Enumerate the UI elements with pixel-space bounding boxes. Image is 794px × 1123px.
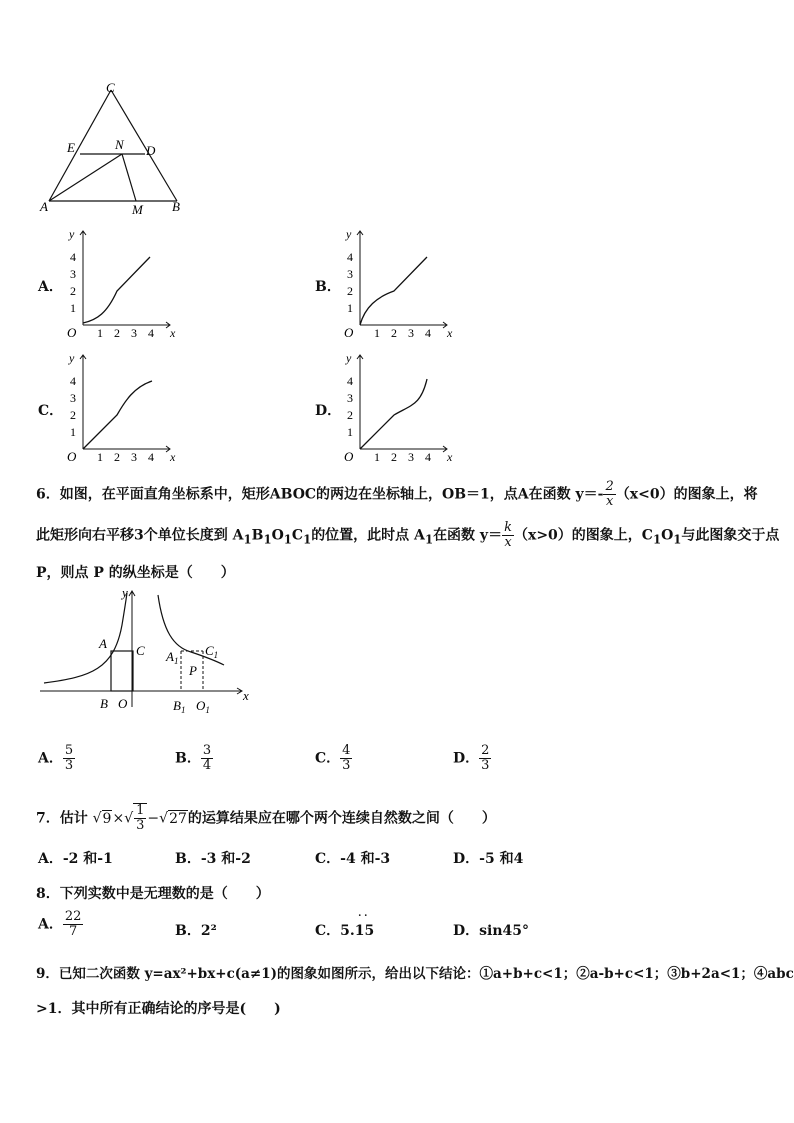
x-tick: 4 xyxy=(148,450,154,464)
fraction xyxy=(63,910,84,939)
y-tick: 4 xyxy=(347,250,353,264)
o1-letter: O xyxy=(196,698,206,713)
fraction-den: 3 xyxy=(342,758,351,773)
q6-option-a[interactable] xyxy=(38,744,75,773)
label-a: A xyxy=(40,199,48,214)
y-tick: 4 xyxy=(70,374,76,388)
fraction-num: k xyxy=(504,520,512,535)
q6-text: B xyxy=(251,527,264,544)
q8-stem: 8．下列实数中是无理数的是（ ） xyxy=(36,886,270,902)
q6-text: 此矩形向右平移3个单位长度到 A xyxy=(36,527,244,544)
x-tick: 4 xyxy=(425,450,431,464)
fraction xyxy=(603,480,615,509)
q9-text: a-b+c<1； xyxy=(589,966,668,982)
q6-text: 与此图象交于点 xyxy=(681,527,780,544)
times-sign: × xyxy=(112,810,125,827)
point-a1-label xyxy=(165,649,178,666)
fraction-den: 3 xyxy=(64,758,74,773)
b1-letter: B xyxy=(173,698,181,713)
a1-letter: A xyxy=(166,649,174,664)
q7-stem xyxy=(36,803,496,833)
x-tick: 4 xyxy=(148,326,154,340)
fraction-den: x xyxy=(605,494,614,509)
option-label: A． xyxy=(38,916,63,933)
x-tick: 2 xyxy=(114,450,120,464)
q8-option-a[interactable] xyxy=(38,910,83,939)
y-axis-label: y xyxy=(346,227,352,241)
y-tick: 1 xyxy=(347,301,353,315)
subscript: 1 xyxy=(303,532,312,547)
a1-sub: 1 xyxy=(173,656,179,666)
y-axis-label: y xyxy=(69,227,75,241)
subscript: 1 xyxy=(652,532,662,547)
origin-label: O xyxy=(67,325,77,340)
graph-option-d xyxy=(339,349,459,464)
sqrt-sign: √ xyxy=(159,810,169,827)
x-tick: 4 xyxy=(425,326,431,340)
fraction-num: 5 xyxy=(64,743,74,758)
q7-option-b[interactable]: B．-3 和-2 xyxy=(175,851,251,867)
fraction xyxy=(502,521,514,550)
y-tick: 2 xyxy=(70,408,76,422)
q6-hyperbola-figure xyxy=(36,585,261,715)
q7-text: 的运算结果应在哪个两个连续自然数之间（ ） xyxy=(187,810,496,827)
fraction-den: 4 xyxy=(202,758,212,773)
x-tick: 1 xyxy=(374,450,380,464)
q6-text: （x<0）的图象上，将 xyxy=(615,486,758,503)
q6-text: （x>0）的图象上，C xyxy=(513,527,653,544)
q7-option-a[interactable]: A．-2 和-1 xyxy=(38,851,113,867)
label-c: C xyxy=(106,80,115,95)
q9-text: 9．已知二次函数 y=ax²+bx+c(a≠1)的图象如图所示，给出以下结论： xyxy=(36,966,480,982)
x-tick: 3 xyxy=(131,450,137,464)
q6-line-2 xyxy=(36,521,779,550)
point-o1-label xyxy=(196,698,210,715)
q8-option-b[interactable]: B．2² xyxy=(175,923,217,939)
label-b: B xyxy=(172,199,180,214)
x-axis-label: x xyxy=(170,450,176,464)
graph-option-a xyxy=(62,225,182,340)
q6-text: 在函数 y＝ xyxy=(433,527,503,544)
option-label: D． xyxy=(453,750,480,767)
circled-4: ④ xyxy=(753,966,768,982)
fraction-num: 3 xyxy=(202,743,212,758)
q8-option-c[interactable] xyxy=(315,913,375,940)
q7-option-c[interactable]: C．-4 和-3 xyxy=(315,851,391,867)
q6-text: O xyxy=(661,527,674,544)
point-c1-label xyxy=(205,643,218,660)
point-b-label: B xyxy=(100,696,108,711)
y-tick: 2 xyxy=(70,284,76,298)
y-tick: 3 xyxy=(70,391,76,405)
x-axis-label: x xyxy=(447,326,453,340)
subscript: 1 xyxy=(673,532,682,547)
x-tick: 2 xyxy=(391,450,397,464)
q6-line-3: P，则点 P 的纵坐标是（ ） xyxy=(36,565,235,581)
q9-line-2: >1．其中所有正确结论的序号是( ) xyxy=(36,1001,281,1017)
q9-text: b+2a<1； xyxy=(680,966,754,982)
repeating-digits: 15 xyxy=(354,923,375,939)
point-b1-label xyxy=(173,698,185,715)
label-e: E xyxy=(67,140,75,155)
x-tick: 2 xyxy=(114,326,120,340)
sqrt-sign: √ xyxy=(92,810,102,827)
fraction-den: 7 xyxy=(69,924,78,939)
origin-label: O xyxy=(344,449,354,464)
q6-line-1 xyxy=(36,480,758,509)
fraction-den: 3 xyxy=(481,758,490,773)
circled-2: ② xyxy=(576,966,590,982)
fraction xyxy=(201,744,213,773)
x-tick: 3 xyxy=(408,450,414,464)
origin-label: O xyxy=(67,449,77,464)
q6-text: 的位置，此时点 A xyxy=(311,527,425,544)
point-a-label: A xyxy=(99,636,107,651)
label-n: N xyxy=(115,137,124,152)
fraction xyxy=(340,744,352,773)
point-o-label: O xyxy=(118,696,128,711)
triangle-figure xyxy=(35,78,195,218)
point-c-label: C xyxy=(136,643,145,658)
label-d: D xyxy=(146,143,156,158)
fraction-num: 2 xyxy=(605,479,614,494)
option-label: A． xyxy=(38,750,63,767)
graph-option-c xyxy=(62,349,182,464)
q6-text: O xyxy=(271,527,284,544)
minus-sign: − xyxy=(147,810,160,827)
y-tick: 3 xyxy=(70,267,76,281)
subscript: 1 xyxy=(263,532,272,547)
y-tick: 3 xyxy=(347,267,353,281)
q5-option-d-label: D． xyxy=(315,403,342,419)
x-axis-label: x xyxy=(447,450,453,464)
fraction-num: 4 xyxy=(342,743,351,758)
fraction xyxy=(479,744,491,773)
x-tick: 3 xyxy=(408,326,414,340)
radicand: 27 xyxy=(169,810,187,827)
fraction xyxy=(63,744,75,773)
q5-option-c-label: C． xyxy=(38,403,64,419)
circled-3: ③ xyxy=(667,966,681,982)
y-tick: 2 xyxy=(347,284,353,298)
y-tick: 1 xyxy=(70,301,76,315)
x-axis-label: x xyxy=(170,326,176,340)
x-tick: 1 xyxy=(97,450,103,464)
origin-label: O xyxy=(344,325,354,340)
fraction-num: 22 xyxy=(64,909,82,924)
x-tick: 2 xyxy=(391,326,397,340)
label-m: M xyxy=(132,202,143,217)
y-tick: 3 xyxy=(347,391,353,405)
q6-option-c[interactable] xyxy=(315,744,352,773)
q7-option-d[interactable]: D．-5 和4 xyxy=(453,851,524,867)
circled-1: ① xyxy=(479,966,494,982)
o1-sub: 1 xyxy=(205,705,210,715)
c1-sub: 1 xyxy=(213,650,219,660)
fraction-num: 2 xyxy=(481,743,490,758)
option-label: B． xyxy=(175,750,201,767)
subscript: 1 xyxy=(243,532,252,547)
q6-text: C xyxy=(291,527,304,544)
option-label: C． xyxy=(315,750,341,767)
q9-text: abc xyxy=(767,966,794,982)
c1-letter: C xyxy=(205,643,214,658)
axis-y-label: y xyxy=(122,585,128,600)
x-tick: 1 xyxy=(374,326,380,340)
q9-text: a+b+c<1； xyxy=(493,966,577,982)
fraction-den: 3 xyxy=(136,818,145,833)
y-axis-label: y xyxy=(69,351,75,365)
q6-option-d[interactable] xyxy=(453,744,491,773)
x-tick: 3 xyxy=(131,326,137,340)
point-p-label: P xyxy=(189,663,197,678)
q7-text: 7．估计 xyxy=(36,810,88,827)
x-tick: 1 xyxy=(97,326,103,340)
y-tick: 4 xyxy=(70,250,76,264)
q9-line-1 xyxy=(36,962,794,982)
option-label: C．5. xyxy=(315,923,355,939)
q8-option-d[interactable]: D．sin45° xyxy=(453,923,530,939)
y-tick: 4 xyxy=(347,374,353,388)
y-axis-label: y xyxy=(346,351,352,365)
y-tick: 2 xyxy=(347,408,353,422)
b1-sub: 1 xyxy=(180,705,186,715)
radicand-fraction xyxy=(133,803,147,833)
fraction-den: x xyxy=(504,535,512,550)
q5-option-a-label: A． xyxy=(38,279,63,295)
radicand: 9 xyxy=(102,810,112,827)
fraction-num: 1 xyxy=(136,803,145,818)
subscript: 1 xyxy=(283,532,292,547)
sqrt-sign: √ xyxy=(124,810,134,827)
subscript: 1 xyxy=(424,532,434,547)
y-tick: 1 xyxy=(70,425,76,439)
q5-option-b-label: B． xyxy=(315,279,341,295)
repeating-dots: ˙˙ xyxy=(356,913,369,927)
axis-x-label: x xyxy=(243,688,249,703)
graph-option-b xyxy=(339,225,459,340)
q6-text: 6．如图，在平面直角坐标系中，矩形ABOC的两边在坐标轴上，OB＝1，点A在函数 y＝- xyxy=(36,486,604,503)
y-tick: 1 xyxy=(347,425,353,439)
q6-option-b[interactable] xyxy=(175,744,213,773)
